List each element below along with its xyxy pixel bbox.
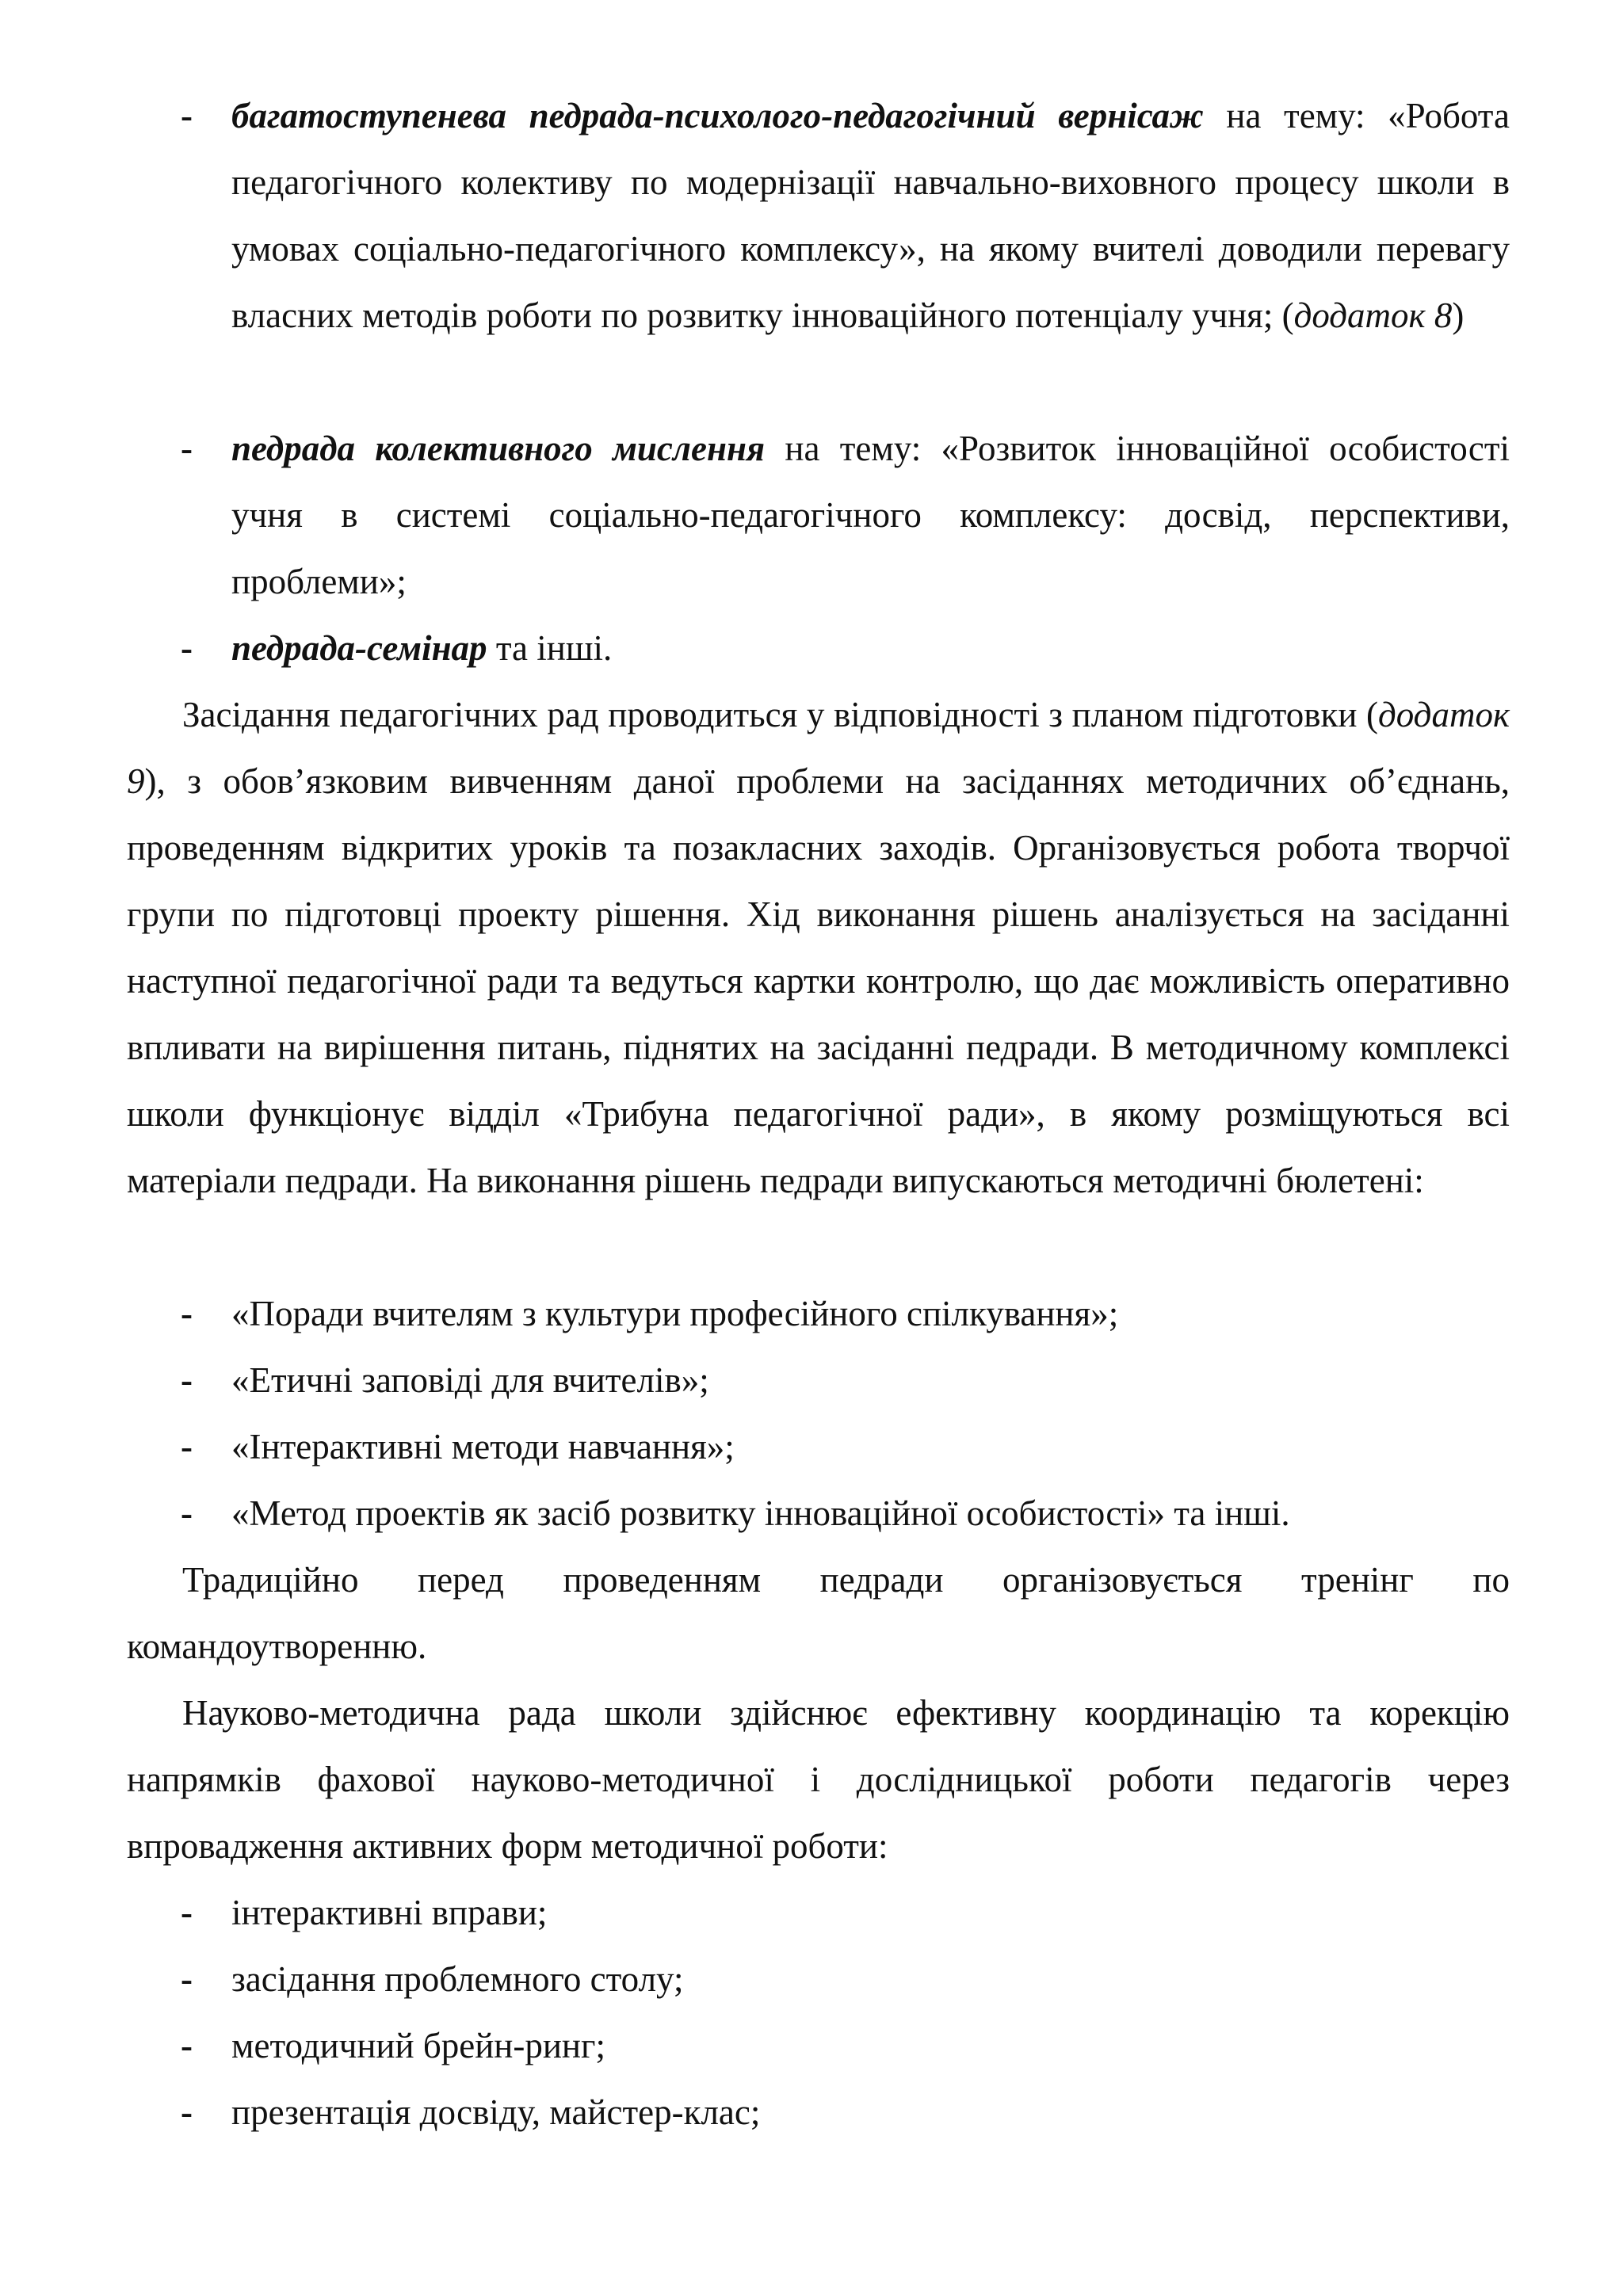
list-item-text: ) [1452,296,1465,335]
paragraph-text: ), з обов’язковим вивченням даної проблеми на засіданнях методичних об’єднань, проведенням відкритих уроків та позакласних заходів. Організовується робота творчої групи по підготовці проекту рішення. Хід виконання рішень аналізується на засіданні наступної педагогічної ради та ведуться картки контролю, що дає можливість оперативно впливати на вирішення питань, піднятих на засіданні педради. В методичному комплексі школи функціонує відділ «Трибуна педагогічної ради», в якому розміщуються всі матеріали педради. На виконання рішень педради випускаються методичні бюлетені: [127,761,1510,1200]
bold-italic-term: педрада-семінар [231,628,487,668]
list-item [127,1946,1510,2012]
bold-italic-term: педрада колективного мислення [231,429,766,468]
bullet-dash: - [181,2092,193,2132]
list-item [127,2012,1510,2079]
bullet-dash: - [181,1294,193,1333]
list-item-text: «Поради вчителям з культури професійного спілкування»; [231,1294,1119,1333]
paragraph-text: Засідання педагогічних рад проводиться у відповідності з планом підготовки ( [182,695,1379,734]
list-item-text: методичний брейн-ринг; [231,2026,605,2065]
bullet-dash: - [181,1493,193,1533]
list-item-text: «Етичні заповіді для вчителів»; [231,1360,709,1400]
list-item-text: засідання проблемного столу; [231,1959,684,1999]
list-item-text: «Метод проектів як засіб розвитку інноваційної особистості» та інші. [231,1493,1290,1533]
list-item [127,615,1510,681]
list-item [127,1347,1510,1413]
list-item-text: на тему: «Робота педагогічного колективу по модернізації навчально-виховного процесу школи в умовах соціально-педагогічного комплексу», на якому вчителі доводили перевагу власних методів роботи по розвитку інноваційного потенціалу учня; ( [231,96,1510,335]
bold-italic-term: багатоступенева педрада-психолого-педагогічний вернісаж [231,96,1204,135]
list-item [127,82,1510,349]
list-item-text: інтерактивні вправи; [231,1893,548,1932]
bullet-dash: - [181,1893,193,1932]
bullet-dash: - [181,1959,193,1999]
appendix-reference: додаток 9 [127,695,1510,801]
list-item [127,1879,1510,1946]
bullet-dash: - [181,2026,193,2065]
bullet-dash: - [181,429,193,468]
paragraph: Науково-методична рада школи здійснює ефективну координацію та корекцію напрямків фахової науково-методичної і дослідницької роботи педагогів через впровадження активних форм методичної роботи: [127,1693,1510,1866]
bullet-dash: - [181,96,193,135]
list-item [127,1280,1510,1347]
appendix-reference: додаток 8 [1293,296,1453,335]
paragraph: Традиційно перед проведенням педради організовується тренінг по командоутворенню. [127,1560,1510,1666]
bullet-dash: - [181,628,193,668]
bullet-dash: - [181,1360,193,1400]
list-item [127,1480,1510,1547]
list-item-text: презентація досвіду, майстер-клас; [231,2092,761,2132]
list-item [127,2079,1510,2145]
list-item-text: «Інтерактивні методи навчання»; [231,1427,735,1466]
list-item-text: та інші. [487,628,613,668]
paragraph [127,681,1510,1214]
list-item-text: на тему: «Розвиток інноваційної особистості учня в системі соціально-педагогічного комплексу: досвід, перспективи, проблеми»; [231,429,1510,601]
list-item [127,1413,1510,1480]
bullet-dash: - [181,1427,193,1466]
list-item [127,415,1510,615]
